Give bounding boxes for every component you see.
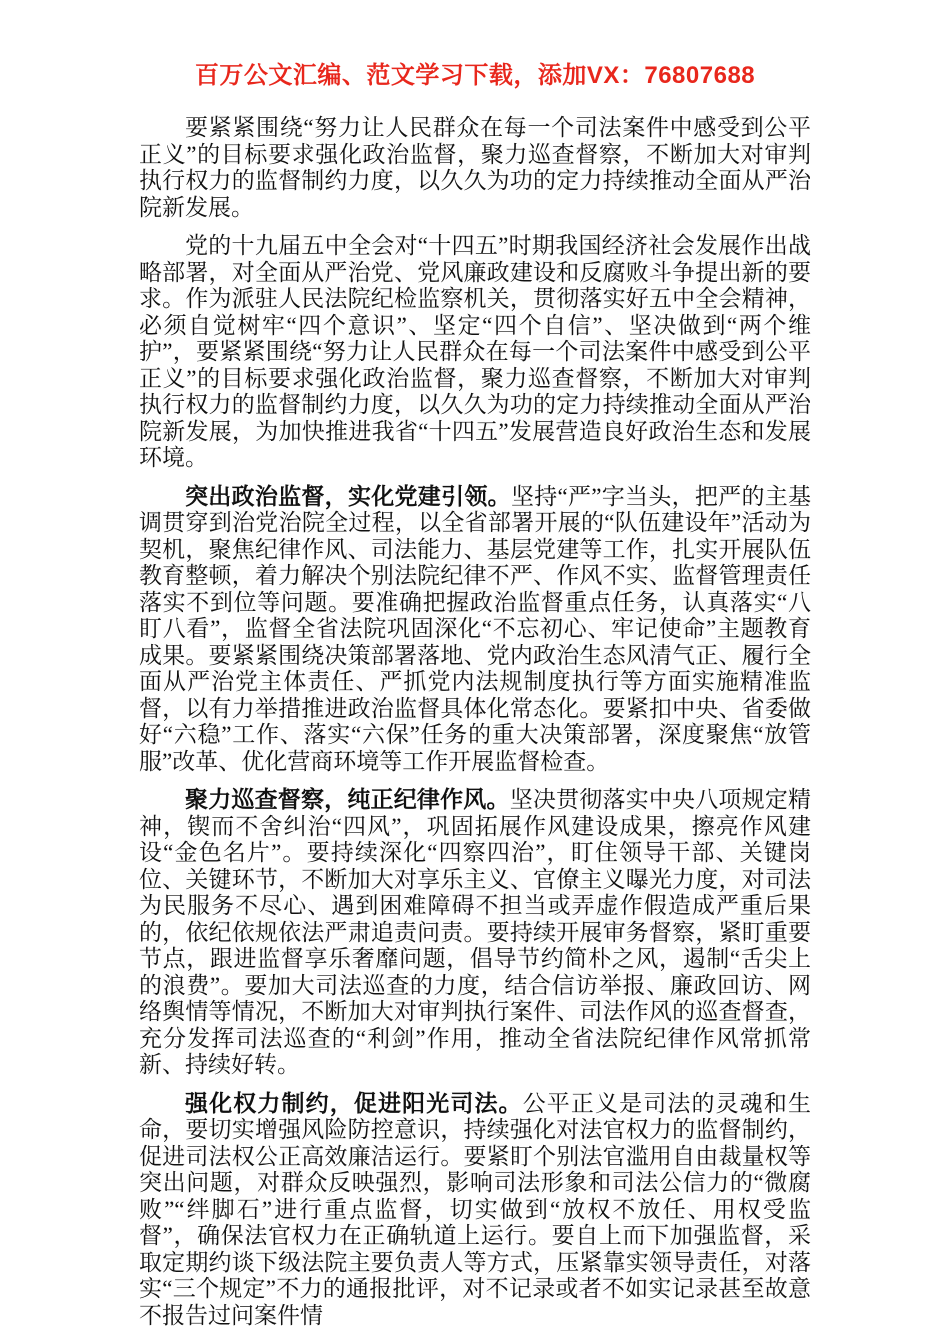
document-body <box>139 115 811 1329</box>
paragraph <box>139 484 811 776</box>
paragraph-text: 要紧紧围绕“努力让人民群众在每一个司法案件中感受到公平正义”的目标要求强化政治监督，聚力巡查督察，不断加大对审判执行权力的监督制约力度，以久久为功的定力持续推动全面从严治院新发展。 <box>139 115 811 220</box>
paragraph <box>139 787 811 1079</box>
paragraph <box>139 1091 811 1330</box>
paragraph <box>139 115 811 221</box>
paragraph <box>139 233 811 472</box>
paragraph-lead-bold: 聚力巡查督察，纯正纪律作风。 <box>185 787 510 812</box>
paragraph-lead-bold: 突出政治监督，实化党建引领。 <box>185 483 511 509</box>
paragraph-lead-bold: 强化权力制约，促进阳光司法。 <box>185 1090 523 1116</box>
paragraph-text: 坚持“严”字当头，把严的主基调贯穿到治党治院全过程，以全省部署开展的“队伍建设年”活动为契机，聚焦纪律作风、司法能力、基层党建等工作，扎实开展队伍教育整顿，着力解决个别法院纪律不严、作风不实、监督管理责任落实不到位等问题。要准确把握政治监督重点任务，认真落实“八盯八看”，监督全省法院巩固深化“不忘初心、牢记使命”主题教育成果。要紧紧围绕决策部署落地、党内政治生态风清气正、履行全面从严治党主体责任、严抓党内法规制度执行等方面实施精准监督，以有力举措推进政治监督具体化常态化。要紧扣中央、省委做好“六稳”工作、落实“六保”任务的重大决策部署，深度聚焦“放管服”改革、优化营商环境等工作开展监督检查。 <box>139 483 812 774</box>
paragraph-text: 党的十九届五中全会对“十四五”时期我国经济社会发展作出战略部署，对全面从严治党、党风廉政建设和反腐败斗争提出新的要求。作为派驻人民法院纪检监察机关，贯彻落实好五中全会精神，必须自觉树牢“四个意识”、坚定“四个自信”、坚决做到“两个维护”，要紧紧围绕“努力让人民群众在每一个司法案件中感受到公平正义”的目标要求强化政治监督，聚力巡查督察，不断加大对审判执行权力的监督制约力度，以久久为功的定力持续推动全面从严治院新发展，为加快推进我省“十四五”发展营造良好政治生态和发展环境。 <box>139 233 811 470</box>
paragraph-text: 公平正义是司法的灵魂和生命，要切实增强风险防控意识，持续强化对法官权力的监督制约，促进司法权公正高效廉洁运行。要紧盯个别法官滥用自由裁量权等突出问题，对群众反映强烈，影响司法形象和司法公信力的“微腐败”“绊脚石”进行重点监督，切实做到“放权不放任、用权受监督”，确保法官权力在正确轨道上运行。要自上而下加强监督，采取定期约谈下级法院主要负责人等方式，压紧靠实领导责任，对落实“三个规定”不力的通报批评，对不记录或者不如实记录甚至故意不报告过问案件情 <box>139 1090 812 1328</box>
paragraph-text: 坚决贯彻落实中央八项规定精神，锲而不舍纠治“四风”，巩固拓展作风建设成果，擦亮作风建设“金色名片”。要持续深化“四察四治”，盯住领导干部、关键岗位、关键环节，不断加大对享乐主义、官僚主义曝光力度，对司法为民服务不尽心、遇到困难障碍不担当或弄虚作假造成严重后果的，依纪依规依法严肃追责问责。要持续开展审务督察，紧盯重要节点，跟进监督享乐奢靡问题，倡导节约简朴之风，遏制“舌尖上的浪费”。要加大司法巡查的力度，结合信访举报、廉政回访、网络舆情等情况，不断加大对审判执行案件、司法作风的巡查督查，充分发挥司法巡查的“利剑”作用，推动全省法院纪律作风常抓常新、持续好转。 <box>139 787 812 1077</box>
promo-watermark-text: 百万公文汇编、范文学习下载，添加VX：76807688 <box>194 62 756 89</box>
